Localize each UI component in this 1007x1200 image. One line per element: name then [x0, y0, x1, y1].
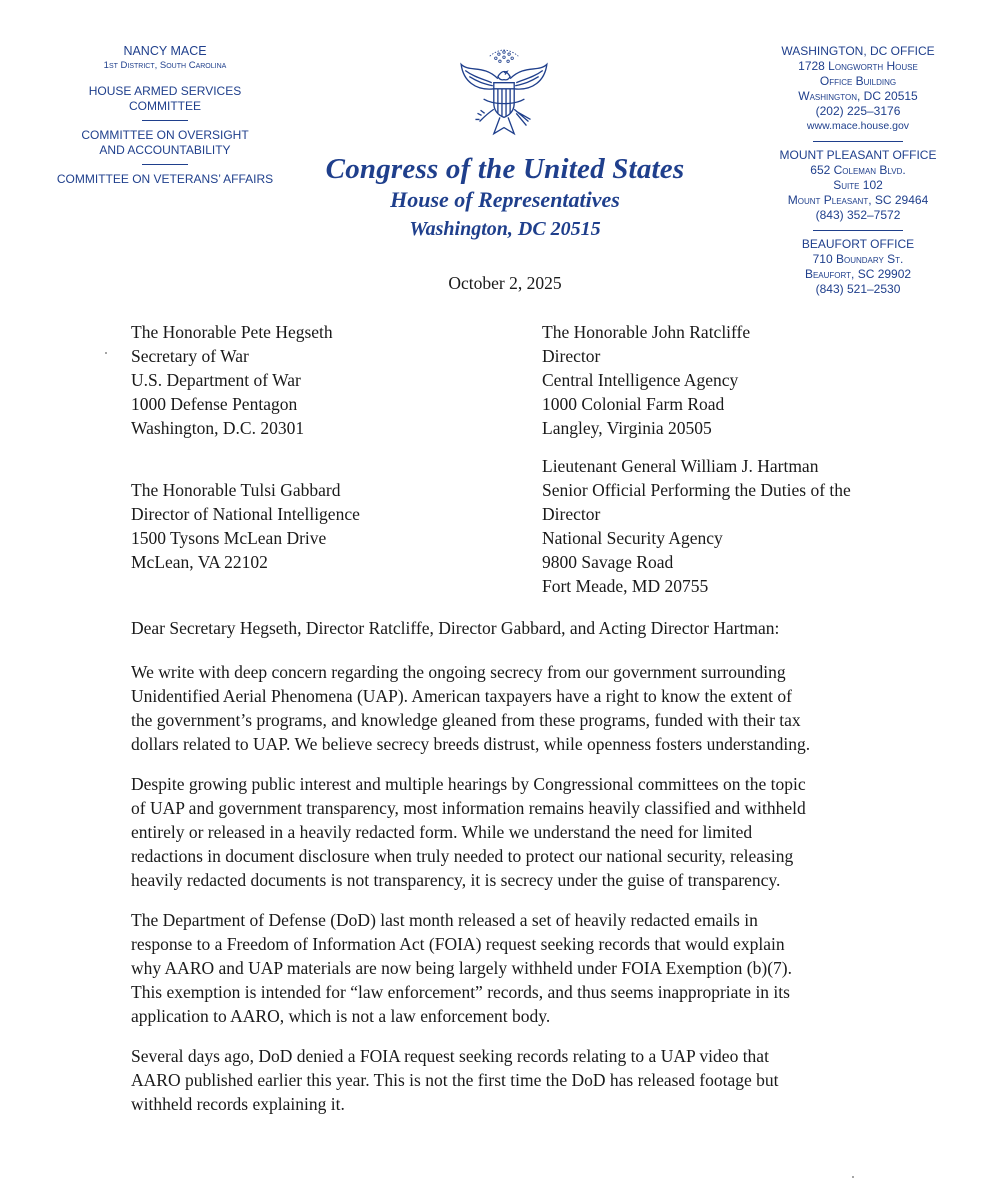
- website-link[interactable]: www.mace.house.gov: [806, 120, 910, 132]
- address-line: Langley, Virginia 20505: [542, 418, 712, 438]
- office-line: Mount Pleasant, SC 29464: [787, 193, 929, 207]
- office-title: BEAUFORT OFFICE: [801, 237, 915, 251]
- office-line: Suite 102: [833, 178, 883, 192]
- address-line: Director: [542, 504, 601, 524]
- address-line: National Security Agency: [542, 528, 723, 548]
- text-line: why AARO and UAP materials are now being largely withheld under FOIA Exemption (b)(7).: [131, 958, 792, 978]
- office-line: 710 Boundary St.: [812, 252, 904, 266]
- office-line: Beaufort, SC 29902: [804, 267, 912, 281]
- text-line: This exemption is intended for “law enforcement” records, and thus seems inappropriate in its: [131, 982, 790, 1002]
- address-line: 9800 Savage Road: [542, 552, 674, 572]
- address-line: Washington, D.C. 20301: [131, 418, 305, 438]
- address-line: The Honorable John Ratcliffe: [542, 322, 751, 342]
- text-line: of UAP and government transparency, most information remains heavily classified and withheld: [131, 798, 806, 818]
- divider: [142, 120, 188, 121]
- text-line: response to a Freedom of Information Act (FOIA) request seeking records that would explain: [131, 934, 785, 954]
- divider: [813, 230, 903, 231]
- text-line: the government’s programs, and knowledge gleaned from these programs, funded with their tax: [131, 710, 801, 730]
- city-line: Washington, DC 20515: [409, 218, 601, 240]
- recipient-hegseth: [131, 320, 333, 440]
- address-line: 1500 Tysons McLean Drive: [131, 528, 327, 548]
- text-line: heavily redacted documents is not transparency, it is secrecy under the guise of transparency.: [131, 870, 781, 890]
- committee-armed-services: HOUSE ARMED SERVICES COMMITTEE: [88, 84, 242, 113]
- divider: [813, 141, 903, 142]
- office-phone: (202) 225–3176: [815, 104, 901, 118]
- office-line: 652 Coleman Blvd.: [810, 163, 906, 177]
- office-title: MOUNT PLEASANT OFFICE: [779, 148, 937, 162]
- office-line: 1728 Longworth House: [798, 59, 918, 73]
- recipient-gabbard: [131, 478, 360, 574]
- address-line: The Honorable Tulsi Gabbard: [131, 480, 341, 500]
- address-line: The Honorable Pete Hegseth: [131, 322, 333, 342]
- address-line: 1000 Defense Pentagon: [131, 394, 298, 414]
- address-line: 1000 Colonial Farm Road: [542, 394, 725, 414]
- divider: [142, 164, 188, 165]
- letter-date: October 2, 2025: [448, 273, 562, 293]
- paragraph-1: [131, 660, 921, 756]
- address-line: Secretary of War: [131, 346, 249, 366]
- beaufort-office: [743, 237, 973, 297]
- paragraph-3: [131, 908, 921, 1028]
- letterhead-center: [250, 152, 760, 243]
- address-line: Director of National Intelligence: [131, 504, 360, 524]
- text-line: AARO published earlier this year. This is not the first time the DoD has released footage but: [131, 1070, 779, 1090]
- text-line: Despite growing public interest and multiple hearings by Congressional committees on the topic: [131, 774, 806, 794]
- office-phone: (843) 521–2530: [815, 282, 901, 296]
- mount-pleasant-office: [743, 148, 973, 223]
- text-line: entirely or released in a heavily redacted form. While we understand the need for limited: [131, 822, 753, 842]
- text-line: application to AARO, which is not a law enforcement body.: [131, 1006, 551, 1026]
- paragraph-4: [131, 1044, 921, 1116]
- recipient-hartman: [542, 454, 851, 598]
- member-district: 1st District, South Carolina: [103, 60, 227, 71]
- scan-speck: [852, 1176, 854, 1178]
- address-line: Central Intelligence Agency: [542, 370, 739, 390]
- committee-oversight: COMMITTEE ON OVERSIGHT AND ACCOUNTABILITY: [81, 128, 249, 157]
- address-line: Director: [542, 346, 601, 366]
- office-title: WASHINGTON, DC OFFICE: [781, 44, 935, 58]
- house-title: House of Representatives: [390, 187, 620, 212]
- salutation: Dear Secretary Hegseth, Director Ratcliffe, Director Gabbard, and Acting Director Hartman:: [131, 618, 780, 638]
- office-phone: (843) 352–7572: [815, 208, 901, 222]
- address-line: McLean, VA 22102: [131, 552, 268, 572]
- great-seal-eagle-icon: [453, 46, 555, 148]
- address-line: Senior Official Performing the Duties of the: [542, 480, 851, 500]
- letterhead-right: [743, 44, 973, 297]
- committee-veterans: COMMITTEE ON VETERANS’ AFFAIRS: [56, 172, 274, 186]
- paragraph-2: [131, 772, 921, 892]
- office-line: Office Building: [819, 74, 897, 88]
- congress-title: Congress of the United States: [325, 153, 685, 185]
- text-line: Several days ago, DoD denied a FOIA request seeking records relating to a UAP video that: [131, 1046, 769, 1066]
- office-line: Washington, DC 20515: [798, 89, 918, 103]
- text-line: We write with deep concern regarding the ongoing secrecy from our government surrounding: [131, 662, 786, 682]
- address-line: Fort Meade, MD 20755: [542, 576, 709, 596]
- member-name: NANCY MACE: [123, 44, 207, 58]
- text-line: dollars related to UAP. We believe secrecy breeds distrust, while openness fosters understanding.: [131, 734, 811, 754]
- address-line: U.S. Department of War: [131, 370, 301, 390]
- address-line: Lieutenant General William J. Hartman: [542, 456, 819, 476]
- text-line: redactions in document disclosure when truly needed to protect our national security, releasing: [131, 846, 794, 866]
- scan-speck: [105, 352, 107, 354]
- text-line: Unidentified Aerial Phenomena (UAP). American taxpayers have a right to know the extent of: [131, 686, 792, 706]
- recipient-ratcliffe: [542, 320, 750, 440]
- text-line: The Department of Defense (DoD) last month released a set of heavily redacted emails in: [131, 910, 758, 930]
- text-line: withheld records explaining it.: [131, 1094, 345, 1114]
- dc-office: [743, 44, 973, 134]
